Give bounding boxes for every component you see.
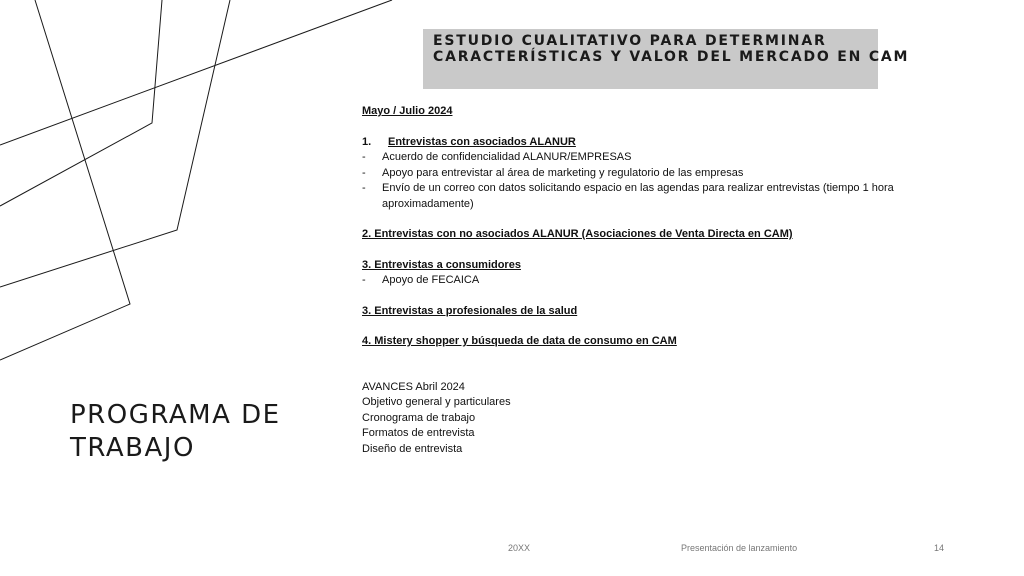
- advances-item: Objetivo general y particulares: [362, 396, 511, 408]
- bullet-dash: -: [362, 274, 366, 286]
- footer-date: 20XX: [508, 543, 531, 553]
- bullet-dash: -: [362, 151, 366, 163]
- bullet-text: Envío de un correo con datos solicitando espacio en las agendas para realizar entrevistas (tiempo 1 hora: [382, 182, 894, 194]
- advances-item: Formatos de entrevista: [362, 427, 475, 439]
- list-item: [362, 150, 962, 166]
- footer-presentation-name: Presentación de lanzamiento: [681, 543, 798, 553]
- list-item: [362, 273, 962, 289]
- section-3b-title: 3. Entrevistas a profesionales de la salud: [362, 304, 578, 317]
- bullet-dash: -: [362, 182, 366, 194]
- slide-title-line-2: TRABAJO: [70, 433, 195, 463]
- header-banner: [423, 29, 910, 89]
- period-heading: Mayo / Julio 2024: [362, 105, 453, 117]
- list-item: [362, 181, 962, 197]
- deco-line: [0, 0, 392, 145]
- slide-title-line-1: PROGRAMA DE: [70, 400, 281, 430]
- section-3-title: 3. Entrevistas a consumidores: [362, 258, 521, 271]
- section-1-heading: [362, 135, 962, 151]
- deco-line: [0, 0, 162, 206]
- list-item: [362, 166, 962, 182]
- footer-page-number: 14: [934, 543, 945, 553]
- bullet-text: Acuerdo de confidencialidad ALANUR/EMPRESAS: [382, 151, 632, 163]
- bullet-dash: -: [362, 166, 366, 179]
- section-4-title: 4. Mistery shopper y búsqueda de data de consumo en CAM: [362, 335, 677, 347]
- section-1-title: Entrevistas con asociados ALANUR: [388, 135, 576, 148]
- content-body: [362, 104, 962, 457]
- advances-item: Cronograma de trabajo: [362, 411, 476, 424]
- section-2-title: 2. Entrevistas con no asociados ALANUR (Asociaciones de Venta Directa en CAM): [362, 228, 793, 240]
- header-title-line-2: CARACTERÍSTICAS Y VALOR DEL MERCADO EN CAM: [433, 49, 910, 65]
- bullet-text: Apoyo para entrevistar al área de marketing y regulatorio de las empresas: [382, 166, 744, 179]
- bullet-text: Apoyo de FECAICA: [382, 274, 480, 286]
- deco-line: [0, 0, 130, 360]
- slide-title: [70, 399, 281, 465]
- advances-title: AVANCES Abril 2024: [362, 380, 465, 393]
- header-title-line-1: ESTUDIO CUALITATIVO PARA DETERMINAR: [433, 33, 827, 49]
- advances-item: Diseño de entrevista: [362, 442, 463, 455]
- bullet-continuation: aproximadamente): [382, 197, 474, 210]
- section-1-number: 1.: [362, 135, 372, 148]
